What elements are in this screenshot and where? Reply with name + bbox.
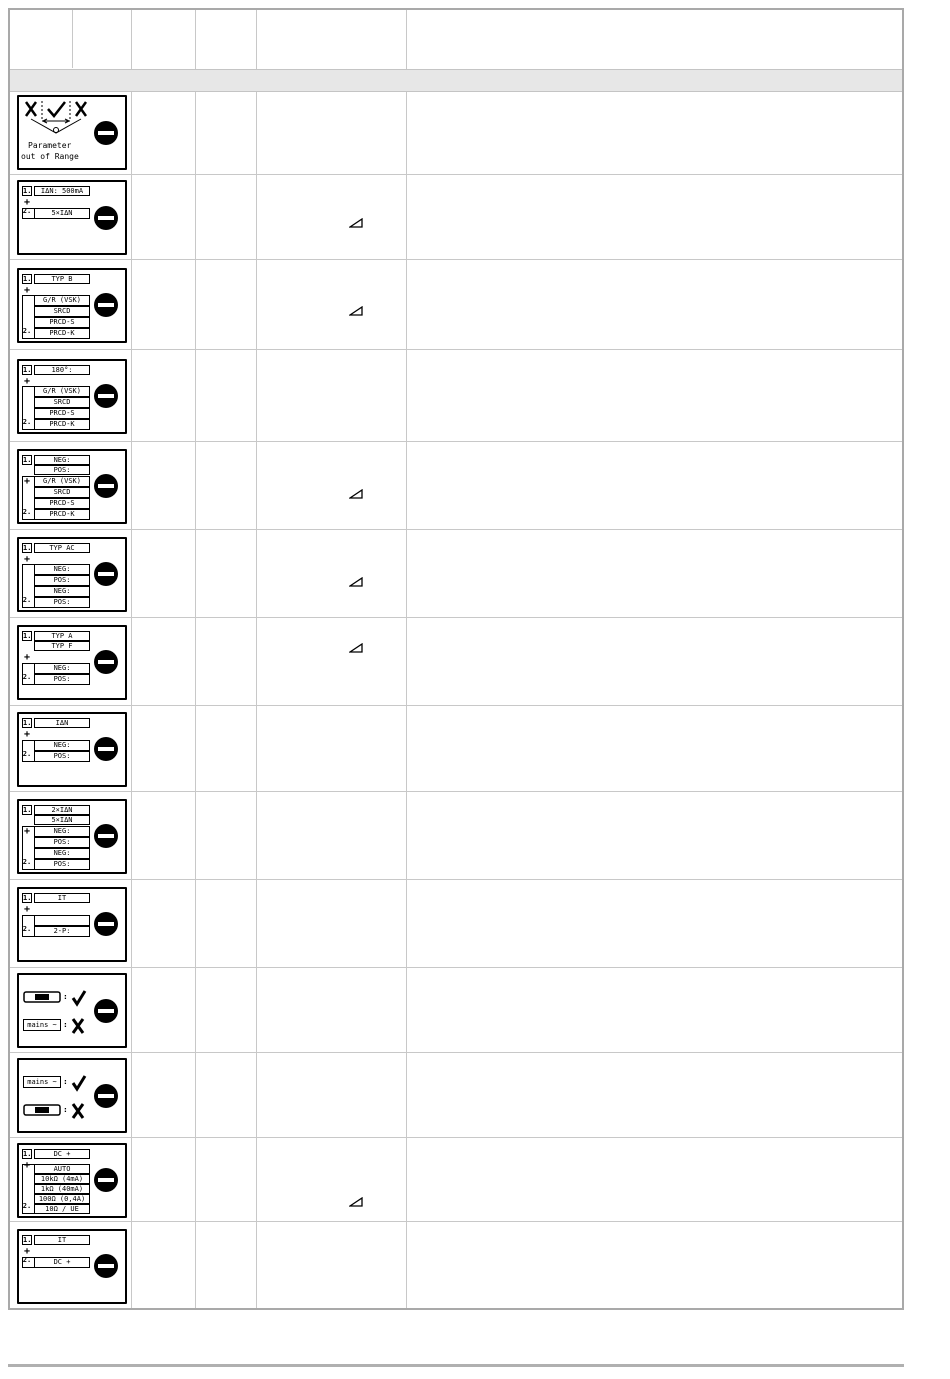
cross-icon — [71, 1102, 85, 1120]
plus-sign: + — [24, 375, 31, 387]
step-1-marker: 1. — [23, 805, 32, 814]
colon: : — [63, 1020, 68, 1029]
ramp-triangle-icon — [349, 577, 363, 587]
footer-rule — [8, 1364, 904, 1367]
ramp-triangle-icon — [349, 1197, 363, 1207]
step-2-marker: 2. — [22, 1255, 32, 1264]
stop-icon — [94, 912, 118, 936]
table-row — [10, 350, 902, 442]
plus-sign: + — [24, 651, 31, 663]
parameter-1-value: IT — [34, 893, 90, 903]
parameter-2-value: POS: — [34, 837, 90, 848]
stop-icon — [94, 206, 118, 230]
step-2-marker: 2. — [22, 207, 32, 215]
plus-sign: + — [24, 197, 31, 208]
table-row — [10, 618, 902, 706]
stop-icon — [94, 650, 118, 674]
display-icon — [17, 1143, 127, 1218]
parameter-2-value: POS: — [34, 575, 90, 586]
stop-icon — [94, 1084, 118, 1108]
parameter-1-value: TYP A — [34, 631, 90, 641]
plus-sign: + — [24, 1245, 31, 1257]
plus-sign: + — [24, 728, 31, 740]
stop-icon — [94, 1254, 118, 1278]
table-row — [10, 880, 902, 968]
parameter-2-value: 10Ω / UE — [34, 1204, 90, 1214]
table-row — [10, 1222, 902, 1310]
parameter-2-value: SRCD — [34, 487, 90, 498]
parameter-2-value: NEG: — [34, 740, 90, 751]
step-2-marker: 2. — [22, 749, 32, 758]
parameter-1-value: TYP B — [34, 274, 90, 284]
battery-icon — [23, 1104, 61, 1116]
display-icon — [17, 712, 127, 787]
display-icon — [17, 537, 127, 612]
parameter-2-value: DC + — [34, 1257, 90, 1268]
stop-icon — [94, 1168, 118, 1192]
table-row — [10, 1053, 902, 1138]
parameter-2-value: 100Ω (0,4A) — [34, 1194, 90, 1204]
parameter-2-value: NEG: — [34, 848, 90, 859]
step-2-marker: 2. — [22, 672, 32, 681]
step-1-marker: 1. — [23, 631, 32, 640]
step-1-marker: 1. — [23, 1149, 32, 1158]
table-row — [10, 260, 902, 350]
ramp-triangle-icon — [349, 306, 363, 316]
table-row — [10, 530, 902, 618]
step-2-marker: 2. — [22, 326, 32, 335]
table-row — [10, 706, 902, 792]
plus-sign: + — [24, 903, 31, 915]
parameter-1-value: IΔN — [34, 718, 90, 728]
stop-icon — [94, 384, 118, 408]
step-1-marker: 1. — [23, 543, 32, 552]
parameter-1-value: TYP F — [34, 641, 90, 651]
parameter-2-value: PRCD-K — [34, 509, 90, 520]
step-1-marker: 1. — [23, 718, 32, 727]
display-icon — [17, 180, 127, 255]
display-icon — [17, 449, 127, 524]
parameter-2-value: POS: — [34, 751, 90, 762]
table-row — [10, 175, 902, 260]
step-2-marker: 2. — [22, 595, 32, 604]
mains-icon: mains ~ — [23, 1019, 61, 1031]
step-2-marker: 2. — [22, 857, 32, 866]
parameter-1-value: POS: — [34, 465, 90, 475]
display-icon — [17, 95, 127, 170]
parameter-2-value: NEG: — [34, 826, 90, 837]
step-1-marker: 1. — [23, 274, 32, 283]
display-icon — [17, 268, 127, 343]
parameter-1-value: 180°: — [34, 365, 90, 375]
step-1-marker: 1. — [23, 187, 32, 195]
out-of-range-label: out of Range — [21, 152, 79, 161]
stop-icon — [94, 737, 118, 761]
display-icon — [17, 1229, 127, 1304]
step-2-marker: 2. — [22, 924, 32, 933]
display-icon — [17, 1058, 127, 1133]
cross-icon — [71, 1017, 85, 1035]
parameter-1-value: DC + — [34, 1149, 90, 1159]
table-row — [10, 1138, 902, 1222]
step-1-marker: 1. — [23, 1235, 32, 1244]
parameter-1-value: 2×IΔN — [34, 805, 90, 815]
colon: : — [63, 992, 68, 1001]
parameter-2-value: POS: — [34, 674, 90, 685]
parameter-2-value — [34, 915, 90, 926]
plus-sign: + — [24, 825, 31, 837]
mains-icon: mains ~ — [23, 1076, 61, 1088]
parameter-2-value: PRCD-S — [34, 317, 90, 328]
parameter-1-value: NEG: — [34, 455, 90, 465]
parameter-1-value: 5×IΔN — [34, 815, 90, 825]
colon: : — [63, 1105, 68, 1114]
section-header-bar — [10, 69, 902, 92]
stop-icon — [94, 293, 118, 317]
table-row — [10, 792, 902, 880]
step-1-marker: 1. — [23, 893, 32, 902]
ramp-triangle-icon — [349, 218, 363, 228]
parameter-2-value: 2-P: — [34, 926, 90, 937]
parameter-2-value: NEG: — [34, 564, 90, 575]
display-icon — [17, 359, 127, 434]
parameter-2-value: PRCD-S — [34, 408, 90, 419]
stop-icon — [94, 474, 118, 498]
stop-icon — [94, 121, 118, 145]
parameter-2-value: POS: — [34, 597, 90, 608]
parameter-2-value: PRCD-K — [34, 419, 90, 430]
parameter-2-value: G/R (VSK) — [34, 295, 90, 306]
stop-icon — [94, 999, 118, 1023]
parameter-2-value: G/R (VSK) — [34, 476, 90, 487]
step-1-marker: 1. — [23, 455, 32, 464]
parameter-2-value: POS: — [34, 859, 90, 870]
stop-icon — [94, 824, 118, 848]
parameter-1-value: TYP AC — [34, 543, 90, 553]
plus-sign: + — [24, 1159, 31, 1171]
colon: : — [63, 1077, 68, 1086]
check-icon — [71, 989, 87, 1007]
parameter-2-value: 5×IΔN — [34, 208, 90, 219]
table-row — [10, 968, 902, 1053]
table-row — [10, 90, 902, 175]
range-indicator-icon — [23, 99, 93, 137]
stop-icon — [94, 562, 118, 586]
parameter-2-value: 10kΩ (4mA) — [34, 1174, 90, 1184]
display-icon — [17, 887, 127, 962]
step-2-marker: 2. — [22, 1201, 32, 1210]
column-divider — [72, 10, 73, 68]
table-row — [10, 442, 902, 530]
parameter-2-value: NEG: — [34, 586, 90, 597]
display-icon — [17, 625, 127, 700]
parameter-2-value: 1kΩ (40mA) — [34, 1184, 90, 1194]
battery-icon — [23, 991, 61, 1003]
display-icon — [17, 973, 127, 1048]
parameter-2-value: NEG: — [34, 663, 90, 674]
step-2-marker: 2. — [22, 417, 32, 426]
table — [8, 8, 904, 1310]
parameter-1-value: IΔN: 500mA — [34, 186, 90, 196]
parameter-1-value: IT — [34, 1235, 90, 1245]
parameter-2-value: G/R (VSK) — [34, 386, 90, 397]
parameter-2-value: PRCD-K — [34, 328, 90, 339]
ramp-triangle-icon — [349, 643, 363, 653]
plus-sign: + — [24, 284, 31, 296]
parameter-2-value: SRCD — [34, 306, 90, 317]
parameter-2-value: AUTO — [34, 1164, 90, 1174]
step-2-marker: 2. — [22, 507, 32, 516]
parameter-label: Parameter — [28, 141, 72, 150]
parameter-2-value: PRCD-S — [34, 498, 90, 509]
plus-sign: + — [24, 475, 31, 487]
parameter-2-value: SRCD — [34, 397, 90, 408]
plus-sign: + — [24, 553, 31, 565]
display-icon — [17, 799, 127, 874]
check-icon — [71, 1074, 87, 1092]
step-1-marker: 1. — [23, 365, 32, 374]
ramp-triangle-icon — [349, 489, 363, 499]
